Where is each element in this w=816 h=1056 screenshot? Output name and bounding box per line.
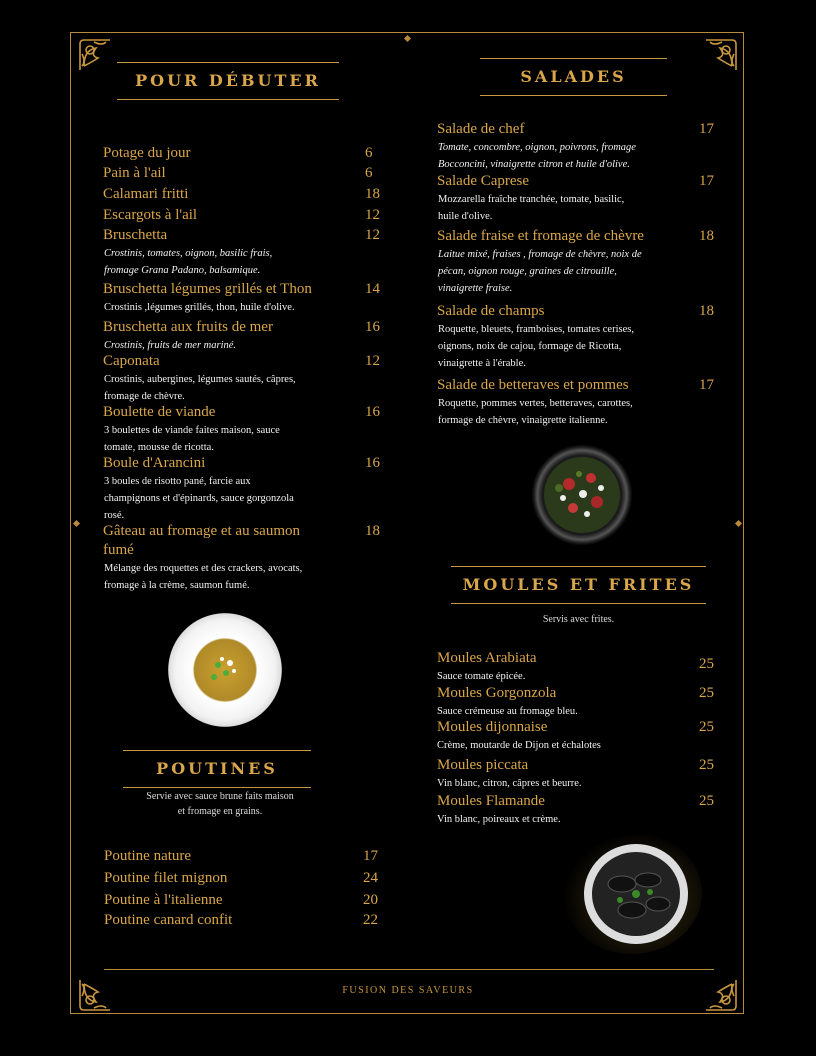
menu-item bbox=[437, 376, 719, 429]
menu-item-name: Bruschetta bbox=[103, 227, 168, 243]
menu-item-price: 14 bbox=[365, 281, 380, 297]
menu-item-name: Salade Caprese bbox=[437, 173, 530, 189]
menu-item bbox=[437, 718, 719, 754]
menu-item-description: Mélange des roquettes et des crackers, avocats, fromage à la crème, saumon fumé. bbox=[104, 563, 303, 591]
menu-item-price: 20 bbox=[363, 892, 378, 908]
menu-item bbox=[103, 164, 383, 183]
menu-item bbox=[437, 302, 719, 372]
menu-item bbox=[437, 684, 719, 720]
menu-item-name: Moules Arabiata bbox=[437, 650, 537, 666]
menu-item-name: Moules piccata bbox=[437, 757, 529, 773]
menu-item-price: 18 bbox=[699, 228, 714, 244]
menu-item-name: Gâteau au fromage et au saumon fumé bbox=[103, 523, 300, 558]
menu-item-name: Escargots à l'ail bbox=[103, 207, 198, 223]
menu-item-name: Bruschetta aux fruits de mer bbox=[103, 319, 273, 335]
menu-item-description: Sauce crémeuse au fromage bleu. bbox=[437, 706, 578, 717]
menu-item-name: Bruschetta légumes grillés et Thon bbox=[103, 281, 312, 297]
menu-item-price: 22 bbox=[363, 912, 378, 928]
menu-item bbox=[103, 280, 383, 316]
poutines-note: Servie avec sauce brune faits maison et fromage en grains. bbox=[146, 791, 294, 817]
menu-item-price: 12 bbox=[365, 207, 380, 223]
menu-item-price: 16 bbox=[365, 404, 380, 420]
section-title: POUTINES bbox=[156, 759, 278, 778]
menu-item-description: 3 boules de risotto pané, farcie aux champignons et d'épinards, sauce gorgonzola rosé. bbox=[104, 476, 294, 521]
section-header-salades bbox=[480, 58, 667, 96]
menu-item bbox=[437, 120, 719, 173]
menu-item bbox=[437, 172, 719, 225]
menu-item-description: Tomate, concombre, oignon, poivrons, fromage Bocconcini, vinaigrette citron et huile d'olive. bbox=[438, 142, 636, 170]
menu-item bbox=[437, 649, 719, 685]
menu-item-name: Poutine à l'italienne bbox=[104, 892, 223, 908]
menu-item-price: 16 bbox=[365, 319, 380, 335]
menu-item bbox=[103, 352, 383, 405]
menu-item bbox=[437, 756, 719, 792]
menu-item-description: 3 boulettes de viande faites maison, sauce tomate, mousse de ricotta. bbox=[104, 425, 280, 453]
menu-item-name: Boulette de viande bbox=[103, 404, 216, 420]
menu-item-description: Mozzarella fraîche tranchée, tomate, basilic, huile d'olive. bbox=[438, 194, 625, 222]
menu-item bbox=[104, 847, 384, 866]
menu-item-price: 17 bbox=[699, 173, 714, 189]
footer-divider bbox=[104, 969, 714, 970]
menu-item-name: Moules dijonnaise bbox=[437, 719, 548, 735]
menu-item bbox=[104, 891, 384, 910]
section-title: MOULES ET FRITES bbox=[462, 575, 695, 594]
menu-item-name: Poutine nature bbox=[104, 848, 192, 864]
menu-item bbox=[103, 318, 383, 354]
menu-item-description: Vin blanc, poireaux et crème. bbox=[437, 814, 561, 825]
menu-item-price: 12 bbox=[365, 353, 380, 369]
menu-item-price: 17 bbox=[699, 377, 714, 393]
menu-item-name: Potage du jour bbox=[103, 145, 191, 161]
menu-item bbox=[437, 227, 719, 297]
menu-item-price: 25 bbox=[699, 685, 714, 701]
menu-item-description: Crostinis, fruits de mer mariné. bbox=[104, 340, 237, 351]
menu-item-description: Sauce tomate épicée. bbox=[437, 671, 526, 682]
menu-item-price: 16 bbox=[365, 455, 380, 471]
section-title: POUR DÉBUTER bbox=[135, 71, 321, 90]
mussels-bowl-photo bbox=[562, 832, 702, 954]
section-header-debuter bbox=[117, 62, 339, 100]
menu-item bbox=[103, 522, 383, 594]
menu-item-name: Salade de chef bbox=[437, 121, 525, 137]
menu-item-name: Moules Gorgonzola bbox=[437, 685, 557, 701]
menu-item-description: Crème, moutarde de Dijon et échalotes bbox=[437, 740, 601, 751]
menu-item-name: Salade de champs bbox=[437, 303, 545, 319]
section-title: SALADES bbox=[520, 67, 627, 86]
menu-item-price: 25 bbox=[699, 793, 714, 809]
menu-item-description: Crostinis, tomates, oignon, basilic frais, fromage Grana Padano, balsamique. bbox=[104, 248, 273, 276]
menu-item bbox=[103, 454, 383, 524]
menu-item-name: Caponata bbox=[103, 353, 160, 369]
menu-item-name: Boule d'Arancini bbox=[103, 455, 206, 471]
menu-item bbox=[103, 226, 383, 279]
menu-item-description: Crostinis ,légumes grillés, thon, huile d'olive. bbox=[104, 302, 295, 313]
corner-ornament-icon bbox=[76, 36, 114, 74]
menu-item-price: 25 bbox=[699, 656, 714, 672]
menu-item-name: Pain à l'ail bbox=[103, 165, 166, 181]
moules-note: Servis avec frites. bbox=[542, 614, 615, 625]
menu-item-price: 17 bbox=[363, 848, 378, 864]
menu-item-price: 6 bbox=[365, 165, 373, 181]
menu-item-name: Calamari fritti bbox=[103, 186, 189, 202]
footer-tagline: FUSION DES SAVEURS bbox=[342, 985, 474, 996]
menu-item bbox=[103, 403, 383, 456]
menu-item bbox=[103, 144, 383, 163]
menu-item-description: Laitue mixé, fraises , fromage de chèvre, noix de pécan, oignon rouge, graines de citrouille, vinaigrette fraise. bbox=[438, 249, 642, 294]
section-header-poutines bbox=[123, 750, 311, 788]
menu-item bbox=[104, 869, 384, 888]
menu-item-description: Roquette, bleuets, framboises, tomates cerises, oignons, noix de cajou, formage de Ricotta, vinaigrette à l'érable. bbox=[438, 324, 634, 369]
menu-item-name: Moules Flamande bbox=[437, 793, 545, 809]
section-header-moules bbox=[451, 566, 706, 604]
menu-item-price: 25 bbox=[699, 757, 714, 773]
menu-item-description: Roquette, pommes vertes, betteraves, carottes, formage de chèvre, vinaigrette italienne. bbox=[438, 398, 633, 426]
menu-item-price: 18 bbox=[365, 523, 380, 539]
menu-item-description: Vin blanc, citron, câpres et beurre. bbox=[437, 778, 582, 789]
menu-item-price: 6 bbox=[365, 145, 373, 161]
menu-item bbox=[104, 911, 384, 930]
menu-item-price: 18 bbox=[699, 303, 714, 319]
menu-item bbox=[103, 185, 383, 204]
soup-bowl-photo bbox=[168, 613, 282, 727]
menu-item bbox=[103, 206, 383, 225]
menu-item-price: 18 bbox=[365, 186, 380, 202]
menu-item-price: 24 bbox=[363, 870, 378, 886]
menu-item-name: Salade fraise et fromage de chèvre bbox=[437, 228, 644, 244]
salad-bowl-photo bbox=[531, 444, 633, 546]
menu-item-price: 12 bbox=[365, 227, 380, 243]
menu-item-name: Poutine filet mignon bbox=[104, 870, 228, 886]
menu-item bbox=[437, 792, 719, 828]
menu-item-name: Salade de betteraves et pommes bbox=[437, 377, 629, 393]
menu-item-price: 17 bbox=[699, 121, 714, 137]
corner-ornament-icon bbox=[702, 36, 740, 74]
menu-item-price: 25 bbox=[699, 719, 714, 735]
menu-item-name: Poutine canard confit bbox=[104, 912, 233, 928]
menu-item-description: Crostinis, aubergines, légumes sautés, câpres, fromage de chèvre. bbox=[104, 374, 296, 402]
